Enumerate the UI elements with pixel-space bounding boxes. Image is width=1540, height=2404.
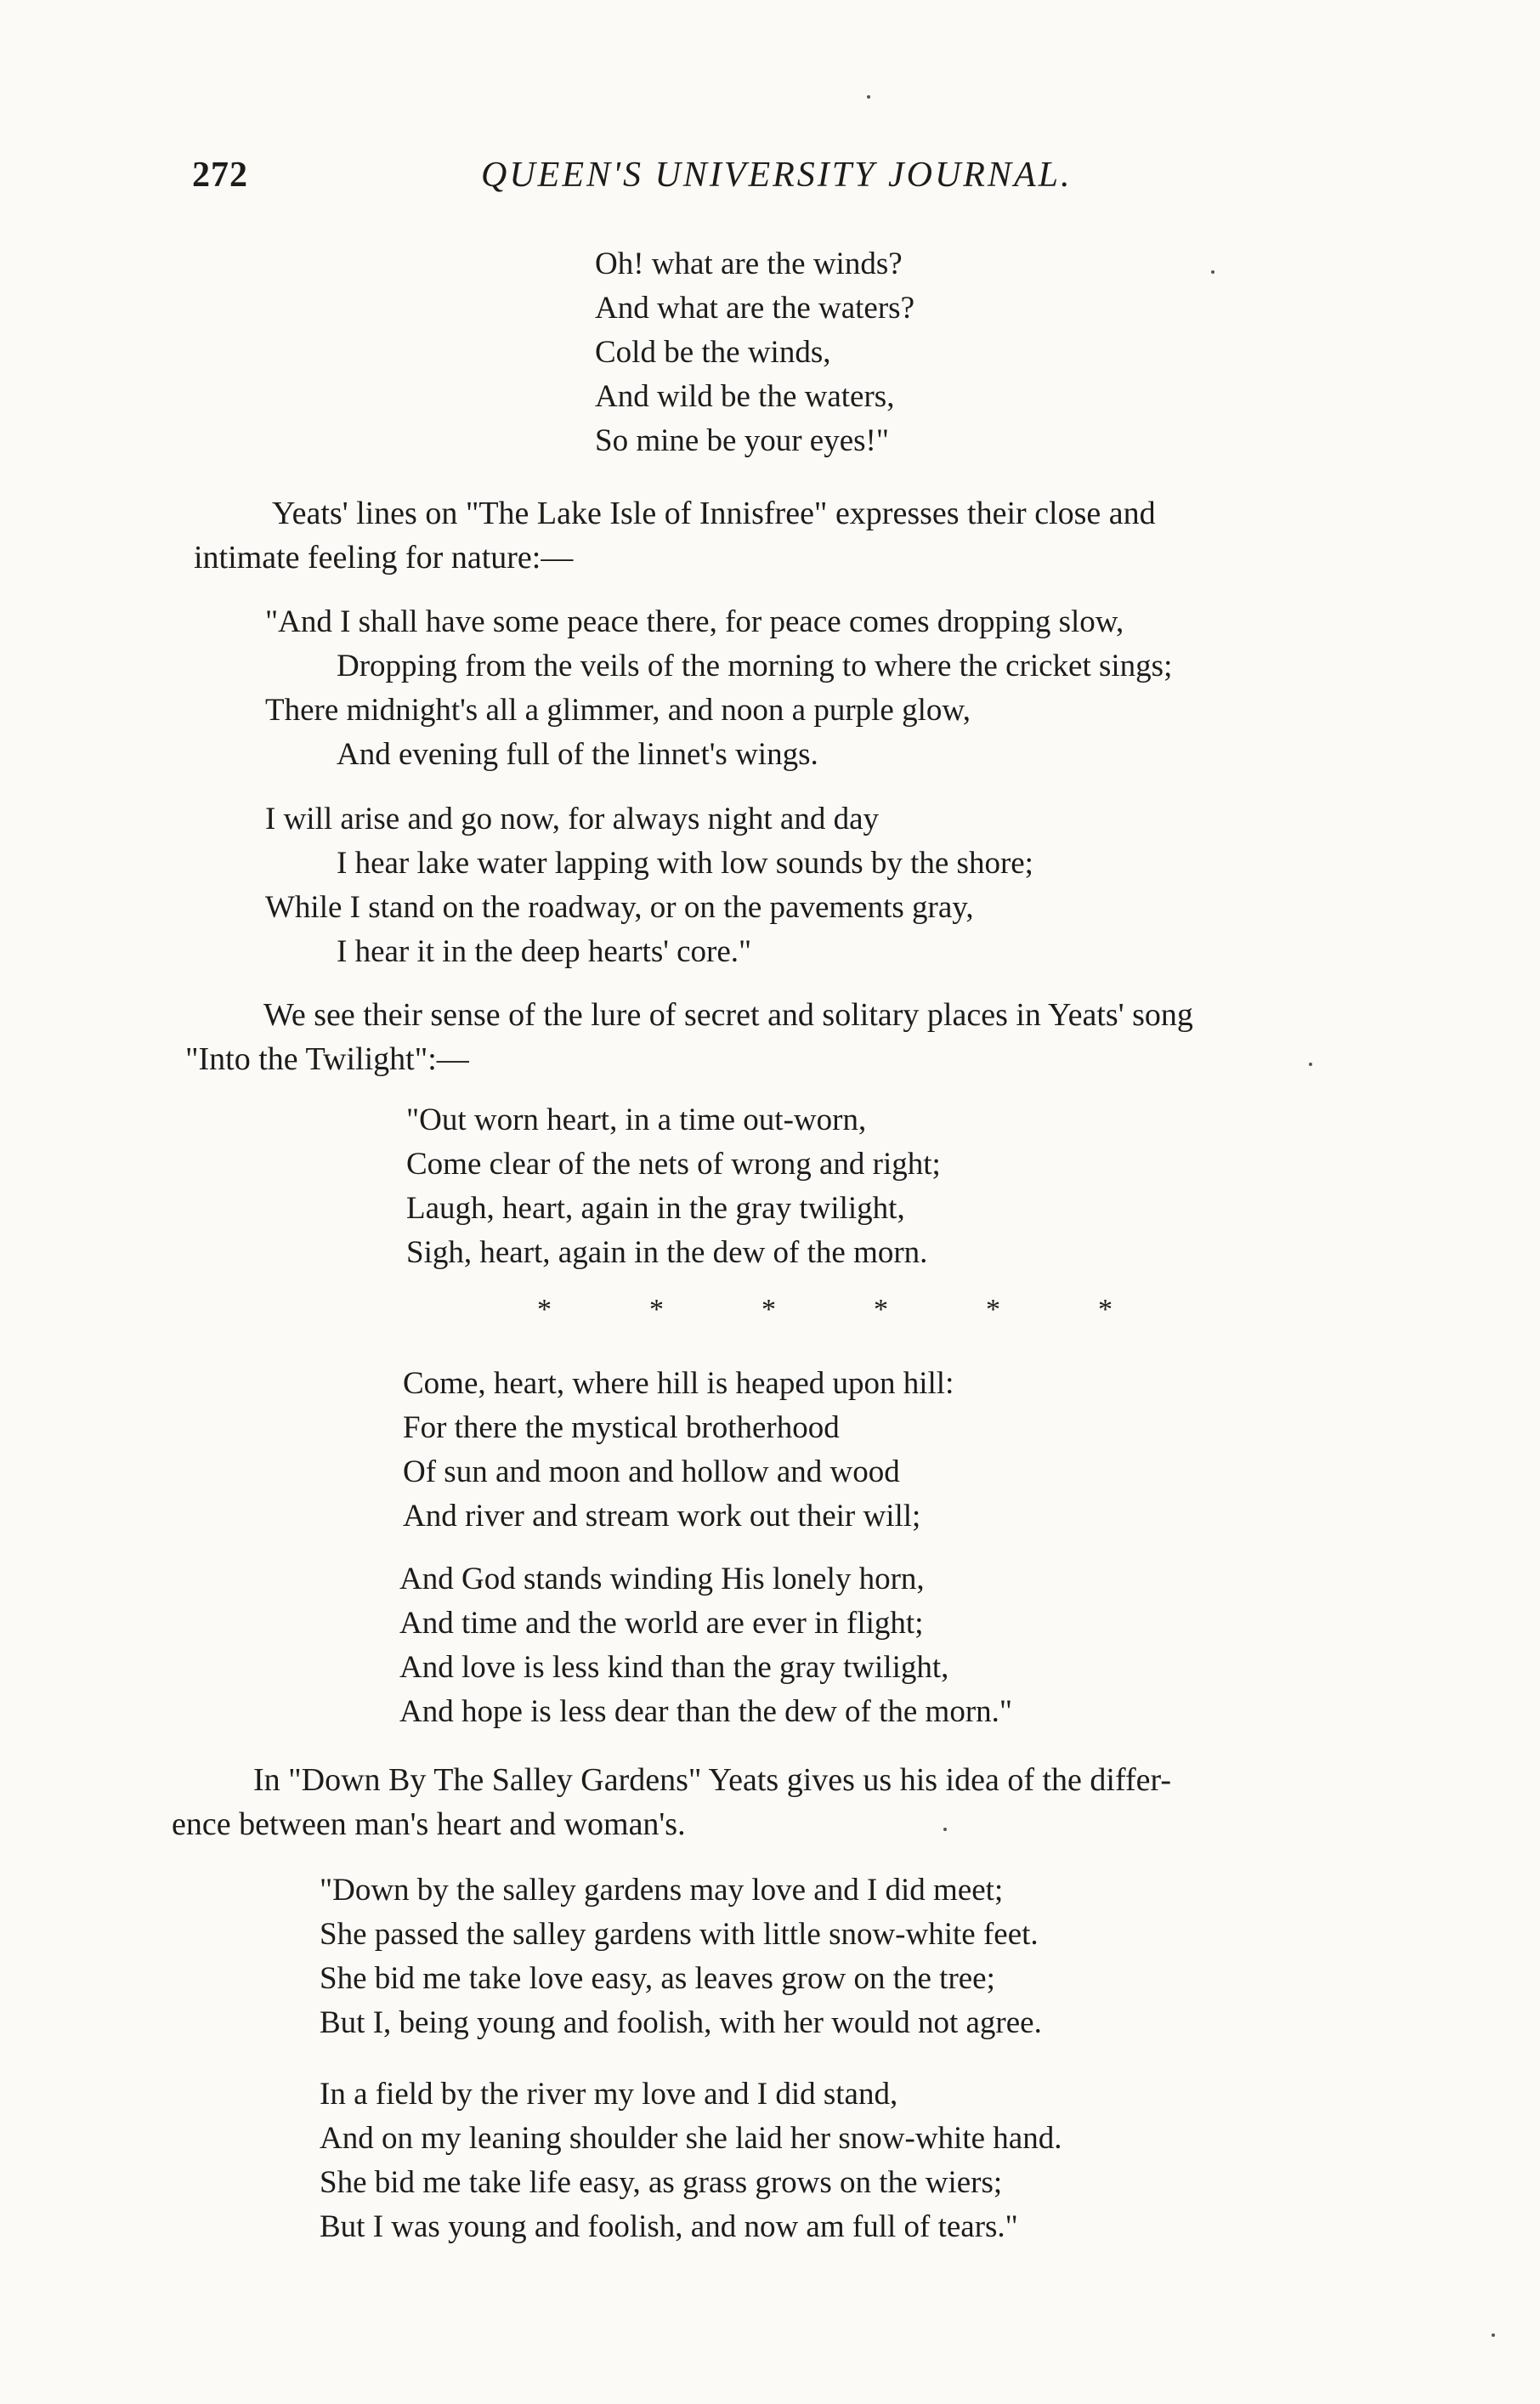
poem-line: I hear lake water lapping with low sounds by the shore;: [337, 846, 1033, 881]
poem-line: While I stand on the roadway, or on the pavements gray,: [265, 890, 974, 925]
poem-line: I hear it in the deep hearts' core.": [337, 934, 752, 969]
poem-line: And hope is less dear than the dew of the morn.": [399, 1694, 1013, 1729]
poem-line: And what are the waters?: [595, 291, 914, 326]
paragraph-line: Yeats' lines on "The Lake Isle of Innisfree" expresses their close and: [272, 496, 1156, 531]
paragraph-line: intimate feeling for nature:—: [194, 540, 574, 575]
paragraph-line: "Into the Twilight":—: [185, 1041, 469, 1077]
poem-line: "Down by the salley gardens may love and I did meet;: [320, 1873, 1004, 1908]
poem-stanza-winds: [595, 242, 914, 463]
asterisk: *: [537, 1294, 552, 1325]
asterisk: *: [986, 1294, 1000, 1325]
salley-stanza-1: [320, 1868, 1042, 2045]
poem-line: For there the mystical brotherhood: [403, 1410, 840, 1445]
salley-stanza-2: [320, 2072, 1062, 2249]
poem-line: Come clear of the nets of wrong and right;: [406, 1147, 941, 1182]
innisfree-stanza-1: [265, 600, 1172, 777]
poem-line: Cold be the winds,: [595, 335, 831, 370]
twilight-stanza-2: [403, 1362, 954, 1539]
scan-speck: [1309, 1063, 1312, 1066]
poem-line: She passed the salley gardens with little snow-white feet.: [320, 1917, 1039, 1952]
poem-line: She bid me take love easy, as leaves grow on the tree;: [320, 1961, 995, 1996]
twilight-stanza-1: [406, 1098, 941, 1275]
poem-line: Laugh, heart, again in the gray twilight,: [406, 1191, 905, 1226]
poem-line: But I, being young and foolish, with her would not agree.: [320, 2005, 1042, 2040]
scan-speck: [1492, 2333, 1495, 2337]
asterisk: *: [874, 1294, 888, 1325]
poem-line: Oh! what are the winds?: [595, 247, 903, 281]
scan-speck: [943, 1828, 947, 1831]
poem-line: And wild be the waters,: [595, 379, 895, 414]
scan-speck: [867, 95, 870, 99]
poem-line: Of sun and moon and hollow and wood: [403, 1454, 900, 1489]
poem-line: And on my leaning shoulder she laid her snow-white hand.: [320, 2121, 1062, 2156]
poem-line: I will arise and go now, for always night and day: [265, 802, 880, 836]
poem-line: And time and the world are ever in flight;: [399, 1606, 924, 1641]
asterisk: *: [762, 1294, 776, 1325]
scan-speck: [1211, 270, 1214, 274]
paragraph-salley: [172, 1758, 1447, 1846]
poem-line: And God stands winding His lonely horn,: [399, 1562, 925, 1596]
poem-line: And evening full of the linnet's wings.: [337, 737, 818, 772]
paragraph-line: In "Down By The Salley Gardens" Yeats gives us his idea of the differ-: [253, 1762, 1172, 1798]
paragraph-twilight: [185, 993, 1460, 1081]
page-header: [192, 155, 1450, 206]
poem-line: In a field by the river my love and I did stand,: [320, 2077, 898, 2112]
poem-line: Come, heart, where hill is heaped upon hill:: [403, 1366, 954, 1401]
page-number: 272: [192, 156, 248, 195]
innisfree-stanza-2: [265, 797, 1033, 974]
paragraph-line: ence between man's heart and woman's.: [172, 1806, 686, 1842]
poem-line: Sigh, heart, again in the dew of the morn.: [406, 1235, 928, 1270]
poem-line: And river and stream work out their will;: [403, 1499, 921, 1534]
asterisk: *: [649, 1294, 664, 1325]
running-title: QUEEN'S UNIVERSITY JOURNAL.: [481, 156, 1073, 195]
poem-line: So mine be your eyes!": [595, 423, 889, 458]
poem-line: "Out worn heart, in a time out-worn,: [406, 1103, 867, 1137]
asterisk: *: [1098, 1294, 1113, 1325]
poem-line: But I was young and foolish, and now am full of tears.": [320, 2209, 1018, 2244]
paragraph-line: We see their sense of the lure of secret and solitary places in Yeats' song: [263, 997, 1193, 1033]
poem-line: She bid me take life easy, as grass grows on the wiers;: [320, 2165, 1003, 2200]
poem-line: And love is less kind than the gray twilight,: [399, 1650, 949, 1685]
poem-line: There midnight's all a glimmer, and noon a purple glow,: [265, 693, 971, 728]
section-break-stars: [537, 1294, 1210, 1326]
poem-line: Dropping from the veils of the morning to where the cricket sings;: [337, 649, 1173, 683]
twilight-stanza-3: [399, 1557, 1012, 1734]
poem-line: "And I shall have some peace there, for peace comes dropping slow,: [265, 604, 1124, 639]
paragraph-innisfree: [194, 491, 1460, 580]
